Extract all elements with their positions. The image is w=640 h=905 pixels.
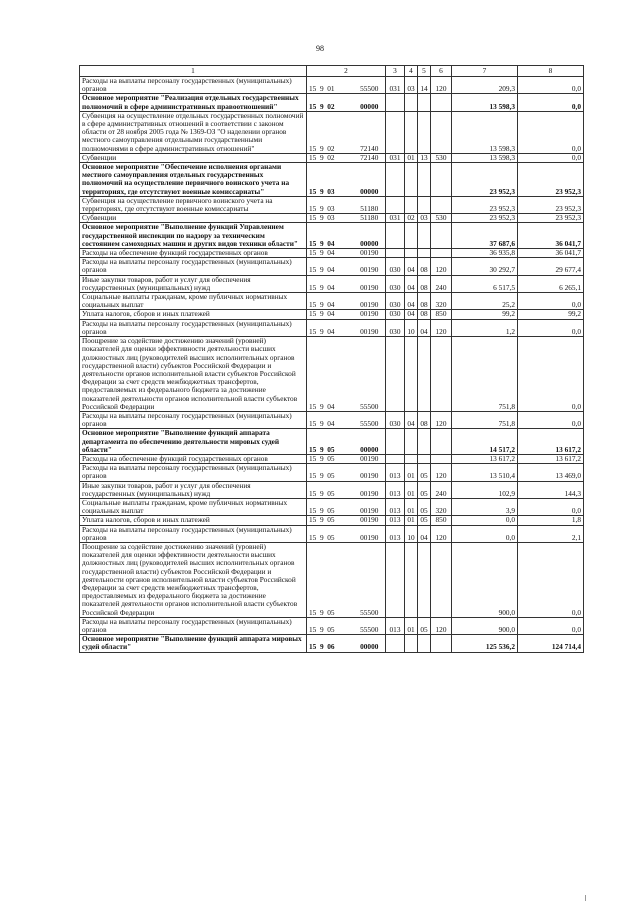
column-header-row [80, 66, 584, 77]
row-name: Расходы на обеспечение функций государственных органов [80, 249, 307, 258]
amount-col7: 900,0 [452, 617, 518, 634]
section-code: 01 [405, 516, 418, 525]
amount-col8: 13 617,2 [518, 454, 584, 463]
section-code: 02 [405, 214, 418, 223]
direction-code: 00000 [354, 223, 386, 249]
expense-type-code [431, 196, 452, 213]
row-name: Расходы на выплаты персоналу государственных (муниципальных) органов [80, 77, 307, 94]
row-name: Поощрение за содействие достижению значений (уровней) показателей для оценки эффективности деятельности высших должностных лиц (руководителей высших исполнительных органов государственной власти) субъектов Российской Федерации и деятельности органов исполнительной власти субъектов Российской Федерации за счет средств межбюджетных трансфертов, предоставляемых из федерального бюджета за достижение показателей деятельности органов исполнительной власти субъектов Российской Федерации [80, 337, 307, 412]
direction-code: 00000 [354, 94, 386, 111]
row-name: Уплата налогов, сборов и иных платежей [80, 310, 307, 319]
row-name: Субвенция на осуществление первичного воинского учета на территориях, где отсутствуют военные комиссариаты [80, 196, 307, 213]
amount-col8: 2,1 [518, 525, 584, 542]
amount-col8: 6 265,1 [518, 275, 584, 292]
subsection-code [418, 163, 431, 197]
expense-type-code: 850 [431, 516, 452, 525]
expense-type-code: 120 [431, 77, 452, 94]
section-code [405, 196, 418, 213]
direction-code: 00190 [354, 293, 386, 310]
section-code [405, 337, 418, 412]
section-code: 01 [405, 498, 418, 515]
section-code [405, 223, 418, 249]
amount-col7: 99,2 [452, 310, 518, 319]
row-name: Расходы на выплаты персоналу государственных (муниципальных) органов [80, 464, 307, 481]
table-row [80, 77, 584, 94]
ministry-code: 030 [386, 319, 405, 336]
ministry-code [386, 635, 405, 652]
subsection-code: 04 [418, 319, 431, 336]
section-code [405, 249, 418, 258]
section-code [405, 429, 418, 455]
program-code: 15 9 02 [307, 153, 354, 162]
table-row [80, 275, 584, 292]
budget-table [79, 65, 584, 653]
expense-type-code: 240 [431, 481, 452, 498]
section-code: 03 [405, 77, 418, 94]
direction-code: 00000 [354, 429, 386, 455]
direction-code: 00190 [354, 310, 386, 319]
ministry-code: 030 [386, 293, 405, 310]
expense-type-code [431, 249, 452, 258]
table-row [80, 464, 584, 481]
amount-col8: 144,3 [518, 481, 584, 498]
amount-col7: 13 598,3 [452, 153, 518, 162]
subsection-code [418, 542, 431, 617]
column-header: 2 [307, 66, 386, 77]
section-code: 01 [405, 464, 418, 481]
subsection-code: 14 [418, 77, 431, 94]
program-code: 15 9 02 [307, 94, 354, 111]
direction-code: 72140 [354, 111, 386, 153]
direction-code: 00190 [354, 525, 386, 542]
amount-col8: 29 677,4 [518, 258, 584, 275]
table-row [80, 337, 584, 412]
program-code: 15 9 03 [307, 196, 354, 213]
amount-col8: 99,2 [518, 310, 584, 319]
program-code: 15 9 05 [307, 454, 354, 463]
amount-col7: 6 517,5 [452, 275, 518, 292]
table-row [80, 542, 584, 617]
amount-col8: 0,0 [518, 411, 584, 428]
amount-col7: 14 517,2 [452, 429, 518, 455]
direction-code: 00190 [354, 464, 386, 481]
program-code: 15 9 06 [307, 635, 354, 652]
expense-type-code: 320 [431, 293, 452, 310]
page-edge-mark [585, 895, 586, 901]
amount-col7: 0,0 [452, 525, 518, 542]
ministry-code: 031 [386, 214, 405, 223]
direction-code: 00190 [354, 498, 386, 515]
subsection-code: 08 [418, 411, 431, 428]
section-code [405, 635, 418, 652]
row-name: Основное мероприятие "Обеспечение исполнения органами местного самоуправления отдельных государственных полномочий на осуществление первичного воинского учета на территориях, где отсутствуют военные комиссариаты" [80, 163, 307, 197]
expense-type-code [431, 94, 452, 111]
amount-col8: 124 714,4 [518, 635, 584, 652]
amount-col7: 13 598,3 [452, 111, 518, 153]
direction-code: 00190 [354, 275, 386, 292]
subsection-code [418, 337, 431, 412]
program-code: 15 9 05 [307, 516, 354, 525]
column-header: 3 [386, 66, 405, 77]
row-name: Социальные выплаты гражданам, кроме публичных нормативных социальных выплат [80, 498, 307, 515]
row-name: Основное мероприятие "Выполнение функций аппарата департамента по обеспечению деятельности мировых судей области" [80, 429, 307, 455]
row-name: Субвенции [80, 153, 307, 162]
ministry-code: 031 [386, 77, 405, 94]
direction-code: 55500 [354, 617, 386, 634]
section-code: 01 [405, 153, 418, 162]
column-header: 1 [80, 66, 307, 77]
direction-code: 00000 [354, 163, 386, 197]
expense-type-code: 120 [431, 464, 452, 481]
subsection-code [418, 223, 431, 249]
subsection-code: 04 [418, 525, 431, 542]
amount-col7: 25,2 [452, 293, 518, 310]
section-code: 04 [405, 411, 418, 428]
amount-col8: 13 469,0 [518, 464, 584, 481]
expense-type-code [431, 542, 452, 617]
section-code: 01 [405, 481, 418, 498]
section-code: 04 [405, 258, 418, 275]
subsection-code: 08 [418, 258, 431, 275]
expense-type-code: 120 [431, 525, 452, 542]
program-code: 15 9 05 [307, 525, 354, 542]
section-code: 10 [405, 319, 418, 336]
amount-col7: 13 617,2 [452, 454, 518, 463]
column-header: 4 [405, 66, 418, 77]
amount-col7: 900,0 [452, 542, 518, 617]
direction-code: 00190 [354, 249, 386, 258]
page-number: 98 [316, 44, 324, 53]
direction-code: 00190 [354, 481, 386, 498]
row-name: Основное мероприятие "Выполнение функций аппарата мировых судей области" [80, 635, 307, 652]
program-code: 15 9 02 [307, 111, 354, 153]
amount-col7: 23 952,3 [452, 163, 518, 197]
program-code: 15 9 05 [307, 498, 354, 515]
expense-type-code [431, 223, 452, 249]
amount-col8: 0,0 [518, 77, 584, 94]
program-code: 15 9 04 [307, 411, 354, 428]
table-row [80, 153, 584, 162]
ministry-code: 030 [386, 411, 405, 428]
ministry-code [386, 111, 405, 153]
table-row [80, 293, 584, 310]
section-code [405, 111, 418, 153]
amount-col7: 23 952,3 [452, 196, 518, 213]
expense-type-code: 850 [431, 310, 452, 319]
section-code: 04 [405, 275, 418, 292]
subsection-code: 08 [418, 310, 431, 319]
amount-col7: 102,9 [452, 481, 518, 498]
row-name: Иные закупки товаров, работ и услуг для обеспечения государственных (муниципальных) нужд [80, 275, 307, 292]
expense-type-code: 120 [431, 411, 452, 428]
table-row [80, 196, 584, 213]
table-row [80, 454, 584, 463]
ministry-code [386, 454, 405, 463]
table-row [80, 498, 584, 515]
program-code: 15 9 04 [307, 258, 354, 275]
table-row [80, 258, 584, 275]
expense-type-code: 530 [431, 153, 452, 162]
ministry-code: 013 [386, 516, 405, 525]
expense-type-code [431, 111, 452, 153]
program-code: 15 9 04 [307, 310, 354, 319]
section-code: 04 [405, 310, 418, 319]
direction-code: 51180 [354, 214, 386, 223]
program-code: 15 9 04 [307, 293, 354, 310]
direction-code: 00190 [354, 454, 386, 463]
row-name: Расходы на обеспечение функций государственных органов [80, 454, 307, 463]
ministry-code: 013 [386, 464, 405, 481]
amount-col8: 13 617,2 [518, 429, 584, 455]
program-code: 15 9 05 [307, 464, 354, 481]
expense-type-code: 120 [431, 258, 452, 275]
ministry-code: 013 [386, 525, 405, 542]
direction-code: 55500 [354, 337, 386, 412]
table-row [80, 635, 584, 652]
ministry-code [386, 429, 405, 455]
table-row [80, 94, 584, 111]
direction-code: 00190 [354, 516, 386, 525]
direction-code: 55500 [354, 77, 386, 94]
table-row [80, 310, 584, 319]
column-header: 6 [431, 66, 452, 77]
table-row [80, 163, 584, 197]
row-name: Расходы на выплаты персоналу государственных (муниципальных) органов [80, 617, 307, 634]
ministry-code: 013 [386, 498, 405, 515]
expense-type-code [431, 454, 452, 463]
amount-col8: 0,0 [518, 153, 584, 162]
expense-type-code: 120 [431, 319, 452, 336]
amount-col7: 36 935,8 [452, 249, 518, 258]
section-code: 01 [405, 617, 418, 634]
table-row [80, 525, 584, 542]
subsection-code [418, 454, 431, 463]
amount-col8: 23 952,3 [518, 163, 584, 197]
section-code [405, 94, 418, 111]
row-name: Уплата налогов, сборов и иных платежей [80, 516, 307, 525]
expense-type-code: 120 [431, 617, 452, 634]
direction-code: 51180 [354, 196, 386, 213]
amount-col8: 0,0 [518, 293, 584, 310]
section-code: 10 [405, 525, 418, 542]
amount-col8: 36 041,7 [518, 223, 584, 249]
table-row [80, 319, 584, 336]
direction-code: 72140 [354, 153, 386, 162]
subsection-code [418, 94, 431, 111]
ministry-code [386, 163, 405, 197]
subsection-code: 03 [418, 214, 431, 223]
amount-col7: 0,0 [452, 516, 518, 525]
row-name: Расходы на выплаты персоналу государственных (муниципальных) органов [80, 525, 307, 542]
subsection-code: 05 [418, 481, 431, 498]
amount-col7: 37 687,6 [452, 223, 518, 249]
subsection-code [418, 196, 431, 213]
subsection-code [418, 429, 431, 455]
ministry-code [386, 337, 405, 412]
program-code: 15 9 04 [307, 337, 354, 412]
row-name: Расходы на выплаты персоналу государственных (муниципальных) органов [80, 319, 307, 336]
amount-col7: 209,3 [452, 77, 518, 94]
direction-code: 00000 [354, 635, 386, 652]
ministry-code [386, 542, 405, 617]
program-code: 15 9 05 [307, 429, 354, 455]
program-code: 15 9 03 [307, 163, 354, 197]
row-name: Субвенция на осуществление отдельных государственных полномочий в сфере административных отношений в соответствии с законом области от 28 ноября 2005 года № 1369-ОЗ "О наделении органов местного самоуправления отдельными государственными полномочиями в сфере административных отношений" [80, 111, 307, 153]
row-name: Субвенции [80, 214, 307, 223]
section-code [405, 163, 418, 197]
table-row [80, 411, 584, 428]
amount-col7: 1,2 [452, 319, 518, 336]
amount-col7: 751,8 [452, 337, 518, 412]
table-row [80, 214, 584, 223]
expense-type-code [431, 635, 452, 652]
row-name: Основное мероприятие "Реализация отдельных государственных полномочий в сфере административных правоотношений" [80, 94, 307, 111]
ministry-code: 030 [386, 258, 405, 275]
amount-col8: 36 041,7 [518, 249, 584, 258]
table-row [80, 516, 584, 525]
amount-col7: 125 536,2 [452, 635, 518, 652]
row-name: Расходы на выплаты персоналу государственных (муниципальных) органов [80, 258, 307, 275]
section-code: 04 [405, 293, 418, 310]
subsection-code: 08 [418, 275, 431, 292]
amount-col7: 30 292,7 [452, 258, 518, 275]
table-row [80, 111, 584, 153]
ministry-code: 013 [386, 617, 405, 634]
program-code: 15 9 05 [307, 542, 354, 617]
subsection-code: 05 [418, 617, 431, 634]
row-name: Основное мероприятие "Выполнение функций Управлением государственной инспекции по надзору за техническим состоянием самоходных машин и других видов техники области" [80, 223, 307, 249]
ministry-code [386, 249, 405, 258]
amount-col8: 0,0 [518, 111, 584, 153]
direction-code: 00190 [354, 319, 386, 336]
amount-col8: 0,0 [518, 617, 584, 634]
expense-type-code [431, 429, 452, 455]
subsection-code: 05 [418, 516, 431, 525]
program-code: 15 9 01 [307, 77, 354, 94]
subsection-code [418, 635, 431, 652]
amount-col7: 751,8 [452, 411, 518, 428]
amount-col8: 0,0 [518, 94, 584, 111]
amount-col8: 0,0 [518, 542, 584, 617]
amount-col7: 3,9 [452, 498, 518, 515]
subsection-code: 05 [418, 464, 431, 481]
amount-col7: 23 952,3 [452, 214, 518, 223]
table-row [80, 223, 584, 249]
table-row [80, 481, 584, 498]
amount-col8: 0,0 [518, 498, 584, 515]
amount-col8: 23 952,3 [518, 214, 584, 223]
amount-col8: 1,8 [518, 516, 584, 525]
program-code: 15 9 04 [307, 319, 354, 336]
column-header: 7 [452, 66, 518, 77]
ministry-code: 031 [386, 153, 405, 162]
subsection-code [418, 111, 431, 153]
program-code: 15 9 05 [307, 481, 354, 498]
table-row [80, 429, 584, 455]
ministry-code: 030 [386, 275, 405, 292]
amount-col8: 0,0 [518, 337, 584, 412]
row-name: Поощрение за содействие достижению значений (уровней) показателей для оценки эффективности деятельности высших должностных лиц (руководителей высших исполнительных органов государственной власти) субъектов Российской Федерации и деятельности органов исполнительной власти субъектов Российской Федерации за счет средств межбюджетных трансфертов, предоставляемых из федерального бюджета за достижение показателей деятельности органов исполнительной власти субъектов Российской Федерации [80, 542, 307, 617]
ministry-code [386, 196, 405, 213]
expense-type-code [431, 337, 452, 412]
expense-type-code: 320 [431, 498, 452, 515]
program-code: 15 9 03 [307, 214, 354, 223]
ministry-code: 030 [386, 310, 405, 319]
program-code: 15 9 04 [307, 275, 354, 292]
section-code [405, 454, 418, 463]
table-row [80, 249, 584, 258]
column-header: 5 [418, 66, 431, 77]
expense-type-code: 240 [431, 275, 452, 292]
direction-code: 55500 [354, 542, 386, 617]
section-code [405, 542, 418, 617]
amount-col8: 23 952,3 [518, 196, 584, 213]
subsection-code: 13 [418, 153, 431, 162]
expense-type-code: 530 [431, 214, 452, 223]
direction-code: 00190 [354, 258, 386, 275]
row-name: Иные закупки товаров, работ и услуг для обеспечения государственных (муниципальных) нужд [80, 481, 307, 498]
subsection-code [418, 249, 431, 258]
table-row [80, 617, 584, 634]
amount-col7: 13 510,4 [452, 464, 518, 481]
subsection-code: 08 [418, 293, 431, 310]
row-name: Социальные выплаты гражданам, кроме публичных нормативных социальных выплат [80, 293, 307, 310]
program-code: 15 9 05 [307, 617, 354, 634]
row-name: Расходы на выплаты персоналу государственных (муниципальных) органов [80, 411, 307, 428]
amount-col7: 13 598,3 [452, 94, 518, 111]
program-code: 15 9 04 [307, 223, 354, 249]
program-code: 15 9 04 [307, 249, 354, 258]
ministry-code [386, 94, 405, 111]
amount-col8: 0,0 [518, 319, 584, 336]
direction-code: 55500 [354, 411, 386, 428]
column-header: 8 [518, 66, 584, 77]
ministry-code [386, 223, 405, 249]
expense-type-code [431, 163, 452, 197]
ministry-code: 013 [386, 481, 405, 498]
subsection-code: 05 [418, 498, 431, 515]
